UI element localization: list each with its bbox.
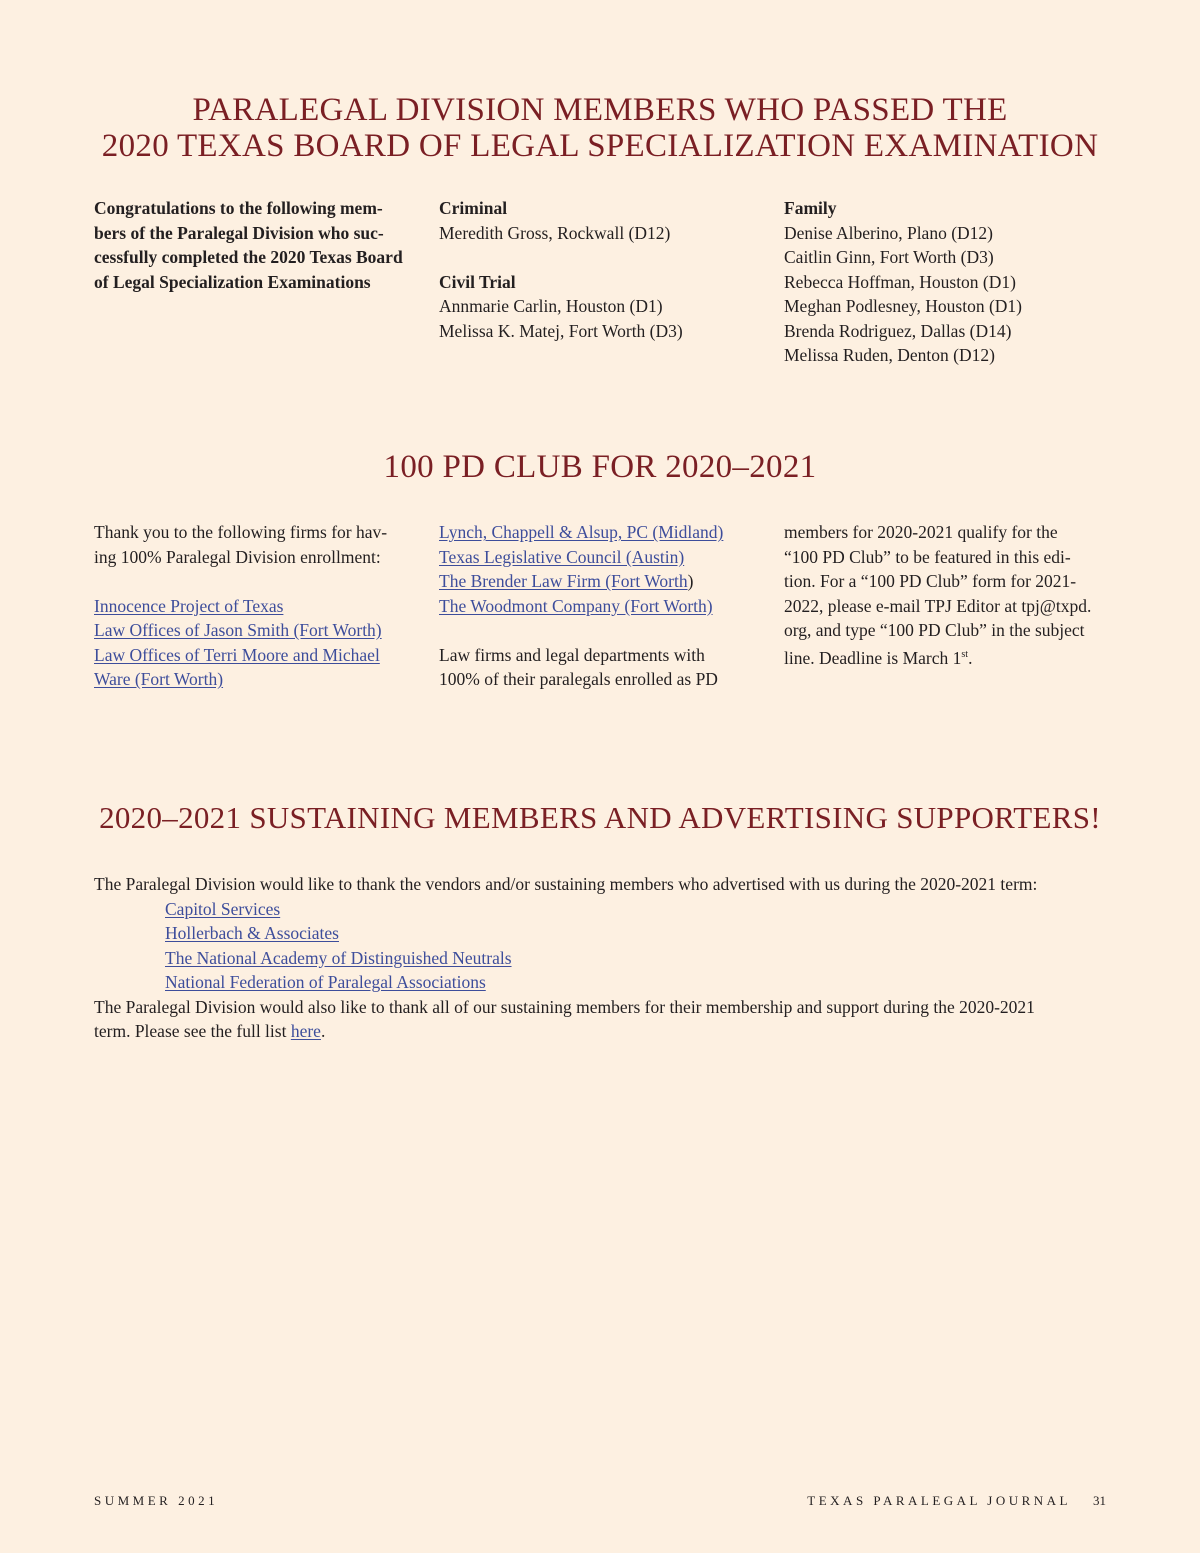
- firm-link-text: Ware (Fort Worth): [94, 669, 224, 689]
- firm-link-lynch-chappell[interactable]: Lynch, Chappell & Alsup, PC (Midland): [439, 522, 724, 542]
- member-entry: Denise Alberino, Plano (D12): [784, 222, 993, 243]
- member-entry: Meredith Gross, Rockwall (D12): [439, 222, 671, 243]
- brender-paren: ): [687, 571, 694, 591]
- section1-title-line2: 2020 TEXAS BOARD OF LEGAL SPECIALIZATION EXAMINATION: [101, 128, 1099, 164]
- section1-family: [784, 196, 1114, 368]
- body-line: members for 2020-2021 qualify for the: [784, 522, 1058, 542]
- criminal-label: Criminal: [439, 198, 508, 218]
- firm-link-jason-smith[interactable]: Law Offices of Jason Smith (Fort Worth): [94, 620, 382, 640]
- deadline-line: [784, 643, 1114, 670]
- firm-link-terri-moore[interactable]: [94, 643, 414, 692]
- section1-title: [0, 92, 1200, 164]
- member-entry: Caitlin Ginn, Fort Worth (D3): [784, 247, 994, 267]
- closing-line: The Paralegal Division would also like to thank all of our sustaining members for their membership and support during the 2020-2021: [94, 996, 1035, 1017]
- body-line: 2022, please e-mail TPJ Editor at tpj@txpd.: [784, 595, 1092, 616]
- member-entry: Brenda Rodriguez, Dallas (D14): [784, 320, 1012, 341]
- family-label: Family: [784, 198, 837, 218]
- vendor-link-nfpa[interactable]: National Federation of Paralegal Associations: [165, 972, 486, 992]
- intro-line: Congratulations to the following mem-: [94, 198, 383, 218]
- vendor-link-hollerbach[interactable]: Hollerbach & Associates: [165, 923, 339, 943]
- firm-link-text: Law Offices of Terri Moore and Michael: [94, 644, 380, 665]
- section3-intro: The Paralegal Division would like to thank the vendors and/or sustaining members who advertised with us during the 2020-2021 term:: [94, 874, 1038, 894]
- firm-link-innocence-project[interactable]: Innocence Project of Texas: [94, 595, 284, 616]
- firm-brender-line: [439, 569, 759, 594]
- body-line: Law firms and legal departments with: [439, 644, 705, 665]
- civil-trial-label: Civil Trial: [439, 271, 516, 292]
- intro-line: bers of the Paralegal Division who suc-: [94, 222, 384, 243]
- section2-title: 100 PD CLUB FOR 2020–2021: [383, 449, 817, 485]
- closing-line-2: [94, 1019, 1114, 1044]
- firm-link-brender[interactable]: The Brender Law Firm (Fort Worth: [439, 571, 688, 591]
- intro-line: of Legal Specialization Examinations: [94, 271, 371, 292]
- closing-text: term. Please see the full list: [94, 1021, 291, 1041]
- intro-line: cessfully completed the 2020 Texas Board: [94, 247, 403, 267]
- intro-line: ing 100% Paralegal Division enrollment:: [94, 546, 381, 567]
- body-line: 100% of their paralegals enrolled as PD: [439, 669, 718, 689]
- page-number: 31: [1093, 1493, 1106, 1508]
- full-list-link[interactable]: here: [290, 1021, 321, 1041]
- section1-criminal-civil: [439, 196, 759, 343]
- member-entry: Melissa K. Matej, Fort Worth (D3): [439, 320, 683, 341]
- section1-title-line1: PARALEGAL DIVISION MEMBERS WHO PASSED THE: [192, 92, 1008, 128]
- closing-end: .: [320, 1021, 326, 1041]
- member-entry: Annmarie Carlin, Houston (D1): [439, 296, 663, 316]
- vendor-link-nadn[interactable]: The National Academy of Distinguished Neutrals: [165, 947, 512, 968]
- section2-col2: [439, 520, 759, 692]
- intro-line: Thank you to the following firms for hav-: [94, 522, 388, 542]
- body-line: tion. For a “100 PD Club” form for 2021-: [784, 571, 1077, 591]
- section1-intro: [94, 196, 414, 294]
- firm-link-woodmont[interactable]: The Woodmont Company (Fort Worth): [439, 595, 713, 616]
- member-entry: Meghan Podlesney, Houston (D1): [784, 296, 1023, 316]
- deadline-sup: st: [961, 648, 969, 660]
- section3-title: 2020–2021 SUSTAINING MEMBERS AND ADVERTISING SUPPORTERS!: [99, 800, 1101, 835]
- body-line: “100 PD Club” to be featured in this edi-: [784, 546, 1071, 567]
- deadline-end: .: [968, 647, 973, 668]
- footer-journal-name: TEXAS PARALEGAL JOURNAL: [807, 1493, 1071, 1508]
- firm-link-texas-legislative-council[interactable]: Texas Legislative Council (Austin): [439, 546, 685, 567]
- section2-col1: [94, 520, 414, 692]
- deadline-text: line. Deadline is March 1: [784, 647, 962, 668]
- section2-col3: [784, 520, 1114, 670]
- member-entry: Rebecca Hoffman, Houston (D1): [784, 271, 1016, 292]
- footer-issue: SUMMER 2021: [94, 1493, 219, 1508]
- body-line: org, and type “100 PD Club” in the subject: [784, 620, 1085, 640]
- member-entry: Melissa Ruden, Denton (D12): [784, 345, 995, 365]
- vendor-link-capitol-services[interactable]: Capitol Services: [165, 898, 281, 919]
- section3-body: [94, 872, 1114, 1044]
- footer-journal: [807, 1493, 1106, 1509]
